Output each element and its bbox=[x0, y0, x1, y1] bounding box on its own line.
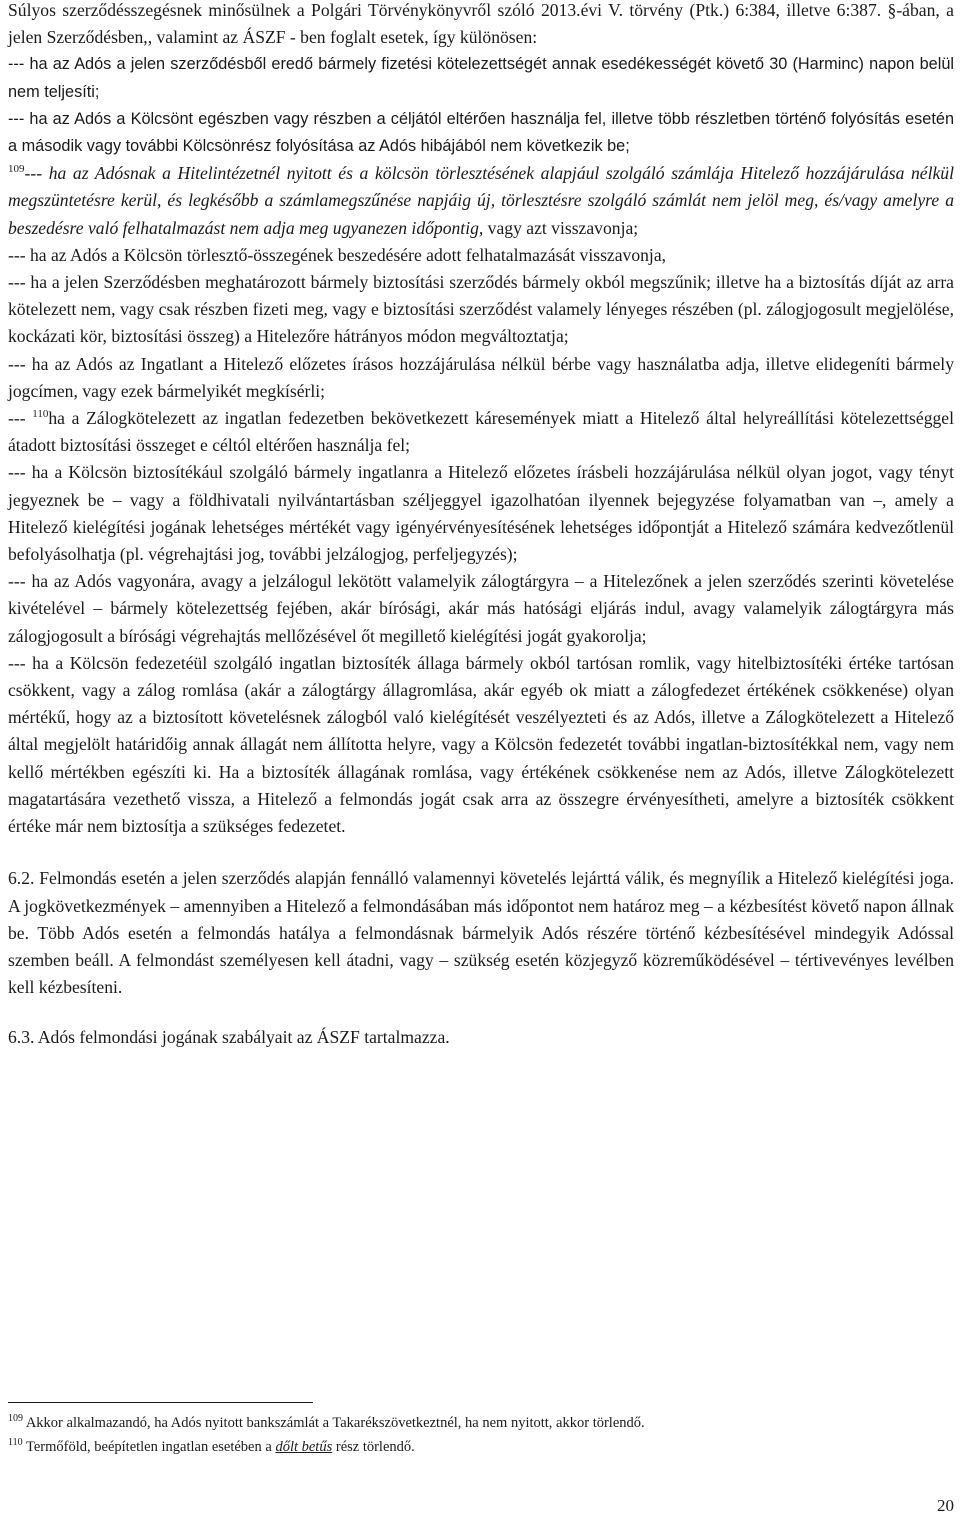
footnote-ref-109: 109 bbox=[8, 163, 25, 176]
document-page bbox=[8, 0, 954, 1052]
page-number: 20 bbox=[937, 1496, 954, 1515]
footnote-separator bbox=[8, 1402, 313, 1403]
list-item-property-lease bbox=[8, 351, 954, 405]
section-6-2 bbox=[8, 865, 954, 1001]
list-item-enforcement-proceeding bbox=[8, 568, 954, 650]
paragraph-severe-breach-intro bbox=[8, 0, 954, 51]
footnote-ref-110: 110 bbox=[32, 408, 49, 421]
paragraph-prefix: --- bbox=[8, 408, 33, 429]
list-item-account-closure bbox=[8, 160, 954, 242]
section-6-3 bbox=[8, 1024, 954, 1051]
paragraph-text: --- ha az Adós a Kölcsön törlesztő-összegének beszedésére adott felhatalmazását visszavonja, bbox=[8, 244, 667, 265]
paragraph-text: Súlyos szerződésszegésnek minősülnek a Polgári Törvénykönyvről szóló 2013.évi V. törvény (Ptk.) 6:384, illetve 6:387. §-ában, a jelen Szerződésben,, valamint az ÁSZF - ben foglalt esetek, így különösen: bbox=[8, 0, 954, 48]
list-item-registry-entry bbox=[8, 459, 954, 568]
list-item-insurance-terminated bbox=[8, 269, 954, 351]
footnote-text: Akkor alkalmazandó, ha Adós nyitott bankszámlát a Takarékszövetkeztnél, ha nem nyitott, akkor törlendő. bbox=[25, 1415, 645, 1431]
paragraph-text: --- ha az Adós a jelen szerződésből eredő bármely fizetési kötelezettségét annak esedékességét követő 30 (Harminc) napon belül nem teljesíti; bbox=[8, 55, 954, 101]
footnote-109 bbox=[8, 1411, 954, 1435]
list-item-authorization-revoked bbox=[8, 242, 954, 269]
paragraph-text: 6.2. Felmondás esetén a jelen szerződés alapján fennálló valamennyi követelés lejárttá válik, és megnyílik a Hitelező kielégítési joga. A jogkövetkezmények – amennyiben a Hitelező a felmondásában más időpontot nem határoz meg – a kézbesítést követő napon állnak be. Több Adós esetén a felmondás hatálya a felmondásnak bármelyik Adós részére történő kézbesítésével mindegyik Adóssal szemben beáll. A felmondást személyesen kell átadni, vagy – szükség esetén közjegyző közreműködésével – tértivevényes levélben kell kézbesíteni. bbox=[8, 868, 954, 998]
list-item-payment-default bbox=[8, 51, 954, 105]
footnotes bbox=[8, 1411, 954, 1459]
paragraph-text: --- ha a jelen Szerződésben meghatározott bármely biztosítási szerződés bármely okból megszűnik; illetve ha a biztosítás díját az arra kötelezett nem, vagy csak részben fizeti meg, vagy e biztosítási szerződést valamely lényeges részében (pl. zálogjogosult megjelölése, kockázati kör, biztosítási összeg) a Hitelezőre hátrányos módon megváltoztatja; bbox=[8, 272, 954, 347]
footnote-number: 109 bbox=[8, 1413, 23, 1425]
list-item-insurance-misuse bbox=[8, 405, 954, 459]
paragraph-text: --- ha az Adós az Ingatlant a Hitelező előzetes írásos hozzájárulása nélkül bérbe vagy használatba adja, illetve elidegeníti bármely jogcímen, vagy ezek bármelyikét megkísérli; bbox=[8, 353, 954, 401]
footnote-text: Termőföld, beépítetlen ingatlan esetében a bbox=[26, 1439, 276, 1455]
paragraph-text: ha a Zálogkötelezett az ingatlan fedezetben bekövetkezett káresemények miatt a Hitelező által helyreállítási kötelezettséggel átadott biztosítási összeget e céltól eltérően használja fel; bbox=[8, 408, 955, 456]
paragraph-text: vagy azt visszavonja; bbox=[483, 217, 639, 238]
paragraph-text: 6.3. Adós felmondási jogának szabályait az ÁSZF tartalmazza. bbox=[8, 1027, 450, 1048]
list-item-loan-misuse bbox=[8, 106, 954, 160]
paragraph-text: --- ha a Kölcsön biztosítékául szolgáló bármely ingatlanra a Hitelező előzetes írásbeli hozzájárulása nélkül olyan jogot, vagy tényt jegyeznek be – vagy a földhivatali nyilvántartásban széljeggyel igazolhatóan ilyennek bejegyzése folyamatban van –, amely a Hitelező kielégítési jogának lehetséges mértékét vagy igényérvényesítésének lehetséges időpontját a Hitelező számára kedvezőtlenül befolyásolhatja (pl. végrehajtási jog, további jelzálogjog, perfeljegyzés); bbox=[8, 462, 954, 565]
footnote-number: 110 bbox=[8, 1437, 23, 1449]
paragraph-text: --- ha az Adós a Kölcsönt egészben vagy részben a céljától eltérően használja fel, illetve több részletben történő folyósítás esetén a második vagy további Kölcsönrész folyósítása az Adós hibájából nem következik be; bbox=[8, 109, 954, 156]
paragraph-text: --- ha az Adós vagyonára, avagy a jelzálogul lekötött valamelyik zálogtárgyra – a Hitelezőnek a jelen szerződés szerinti követelése kivételével – bármely kötelezettség fejében, akár bírósági, akár más hatósági eljárás indul, avagy valamelyik zálogtárgyra más zálogjogosult a bírósági végrehajtás mellőzésével őt megillető kielégítési jogát gyakorolja; bbox=[8, 571, 954, 646]
italic-text: --- ha az Adósnak a Hitelintézetnél nyitott és a kölcsön törlesztésének alapjául szolgáló számlája Hitelező hozzájárulása nélkül megszüntetésre kerül, és legkésőbb a számlamegszűnése napjáig új, törlesztésre szolgáló számlát nem jelöl meg, és/vagy amelyre a beszedésre való felhatalmazást nem adja meg ugyanezen időpontig, bbox=[8, 163, 954, 238]
footnote-text: rész törlendő. bbox=[332, 1439, 415, 1455]
paragraph-text: --- ha a Kölcsön fedezetéül szolgáló ingatlan biztosíték állaga bármely okból tartósan romlik, vagy hitelbiztosítéki értéke tartósan csökkent, vagy a zálog romlása (akár a zálogtárgy állagromlása, akár egyéb ok miatt a zálogfedezet értékének csökkenése) olyan mértékű, hogy az a biztosított követelésnek zálogból való kielégítését veszélyezteti és az Adós, illetve a Zálogkötelezett a Hitelező által megjelölt határidőig annak állagát nem állította helyre, vagy a Kölcsön fedezetét további ingatlan-biztosítékkal nem, vagy nem kellő mértékben egészíti ki. Ha a biztosíték állagának romlása, vagy értékének csökkenése nem az Adós, illetve Zálogkötelezett magatartására vezethető vissza, a Hitelező a felmondás jogát csak arra az összegre érvényesítheti, amelyre a biztosíték csökkent értéke már nem biztosítja a szükséges fedezetet. bbox=[8, 652, 954, 837]
list-item-collateral-deterioration bbox=[8, 650, 954, 840]
footnote-underlined-text: dőlt betűs bbox=[275, 1439, 333, 1455]
footnote-110 bbox=[8, 1435, 954, 1459]
